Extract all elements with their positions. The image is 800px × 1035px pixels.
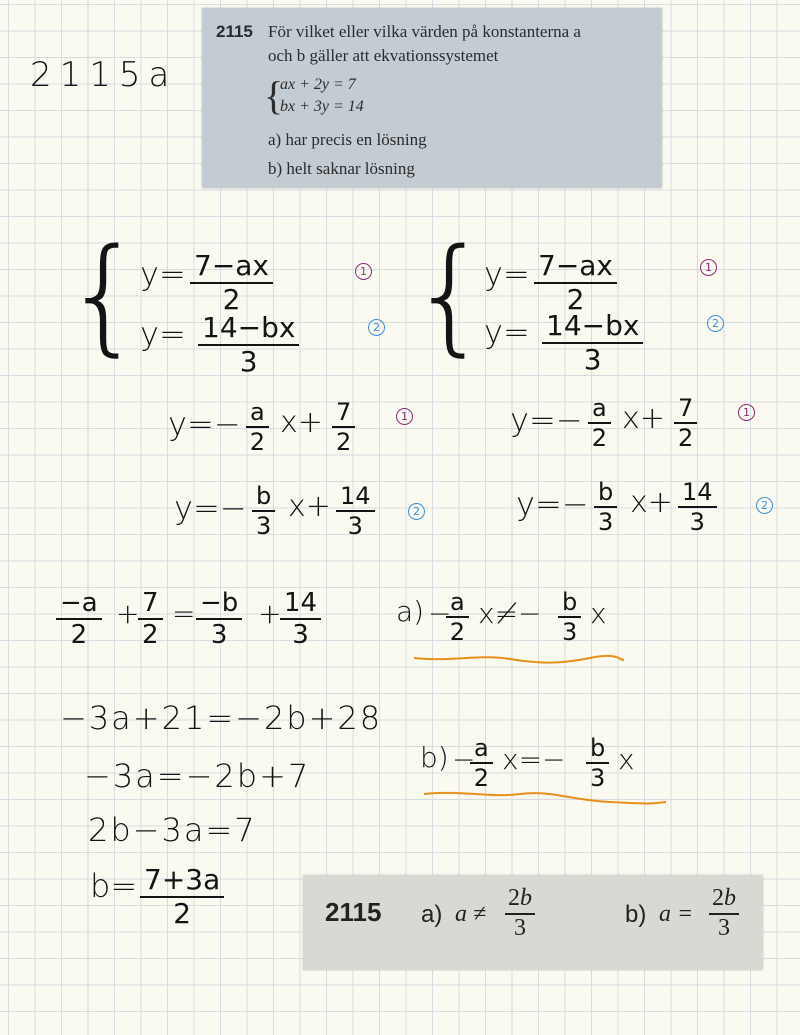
cond-b-frac-b bbox=[586, 736, 609, 790]
right-sys-eq2-lhs: y= bbox=[484, 313, 530, 351]
marker-two-icon: 2 bbox=[408, 503, 425, 520]
cond-a-end: x bbox=[590, 597, 607, 630]
right-slope1-frac-a-num: a bbox=[588, 396, 611, 424]
left-sys-eq2-denominator: 3 bbox=[239, 345, 258, 378]
answer-a-fraction bbox=[505, 885, 535, 942]
answer-a-label: a) bbox=[421, 901, 443, 928]
marker-one-icon: 1 bbox=[738, 404, 755, 421]
cond-b-mid: x=− bbox=[502, 743, 566, 776]
answer-b-numerator bbox=[709, 885, 739, 915]
cond-a-frac-b-num: b bbox=[558, 590, 581, 618]
equate-equals: = bbox=[172, 597, 196, 630]
problem-text-line1: För vilket eller vilka värden på konstanterna a bbox=[268, 22, 581, 41]
equation-system bbox=[268, 74, 364, 118]
answer-card bbox=[303, 875, 763, 970]
left-slope1-frac-a bbox=[246, 400, 269, 454]
step-4-denominator: 2 bbox=[173, 897, 192, 930]
cond-b-minus: − bbox=[452, 743, 476, 776]
cond-b-underline bbox=[420, 786, 670, 810]
problem-card bbox=[202, 8, 662, 188]
left-slope2-frac-b bbox=[252, 484, 275, 538]
cond-b-label: b) bbox=[420, 741, 449, 774]
right-sys-eq1-lhs: y= bbox=[484, 255, 530, 293]
problem-number: 2115 bbox=[216, 22, 253, 41]
left-slope2-mid: x+ bbox=[288, 489, 331, 524]
equate-frac-4-num: 14 bbox=[280, 590, 321, 620]
cond-a-frac-b bbox=[558, 590, 581, 644]
step-4-numerator: 7+3a bbox=[140, 866, 224, 898]
system-equation-1: ax + 2y = 7 bbox=[280, 76, 356, 93]
left-slope2-frac-b-den: 3 bbox=[255, 512, 272, 540]
exercise-label: 2115a bbox=[30, 55, 178, 95]
equate-frac-4 bbox=[280, 590, 321, 648]
right-slope2-frac-b-num: b bbox=[594, 480, 617, 508]
marker-two-icon: 2 bbox=[368, 319, 385, 336]
right-sys-eq1-denominator: 2 bbox=[566, 283, 585, 316]
right-slope1-frac-c-num: 7 bbox=[674, 396, 697, 424]
cond-a-frac-a-num: a bbox=[446, 590, 469, 618]
left-slope1-frac-c-den: 2 bbox=[336, 428, 352, 456]
cond-a-minus: − bbox=[428, 597, 452, 630]
system-brace: { bbox=[264, 73, 284, 118]
marker-one-icon: 1 bbox=[355, 263, 372, 280]
right-sys-eq2-numerator: 14−bx bbox=[542, 312, 643, 344]
answer-b-num-var: b bbox=[724, 885, 736, 911]
left-slope1-frac-a-num: a bbox=[246, 400, 269, 428]
right-sys-eq1-fraction bbox=[534, 249, 617, 316]
equate-frac-3-den: 3 bbox=[210, 620, 228, 650]
marker-two-icon: 2 bbox=[756, 497, 773, 514]
right-slope2-frac-c-den: 3 bbox=[689, 508, 705, 536]
right-slope1-prefix: y=− bbox=[510, 401, 583, 439]
equate-frac-2-den: 2 bbox=[142, 620, 159, 650]
cond-a-frac-a bbox=[446, 590, 469, 644]
cond-b-frac-a bbox=[470, 736, 493, 790]
left-sys-eq2-lhs: y= bbox=[140, 315, 186, 353]
cond-b-frac-a-num: a bbox=[470, 736, 493, 764]
left-slope1-frac-c bbox=[332, 400, 355, 454]
cond-a-label: a) bbox=[396, 595, 425, 628]
left-slope2-frac-c-num: 14 bbox=[336, 484, 375, 512]
right-slope2-mid: x+ bbox=[630, 485, 673, 520]
right-sys-eq1-numerator: 7−ax bbox=[534, 252, 617, 284]
right-slope2-frac-c bbox=[678, 480, 717, 534]
cond-b-frac-a-den: 2 bbox=[473, 764, 489, 792]
problem-part-a: a) har precis en lösning bbox=[268, 130, 427, 149]
left-sys-eq2-numerator: 14−bx bbox=[198, 314, 299, 346]
equate-frac-1 bbox=[56, 590, 102, 648]
answer-b-lhs: a = bbox=[659, 901, 694, 927]
marker-two-icon: 2 bbox=[707, 315, 724, 332]
system-equation-2: bx + 3y = 14 bbox=[280, 98, 364, 115]
answer-a-num-var: b bbox=[520, 885, 532, 911]
step-2: −3a=−2b+7 bbox=[84, 757, 311, 795]
right-slope1-frac-c-den: 2 bbox=[678, 424, 694, 452]
equate-plus-1: + bbox=[116, 597, 140, 630]
answer-number: 2115 bbox=[325, 897, 382, 927]
left-sys-eq1-numerator: 7−ax bbox=[190, 252, 273, 284]
equate-plus-2: + bbox=[258, 597, 282, 630]
step-4-fraction bbox=[140, 863, 224, 930]
equate-frac-2-num: 7 bbox=[138, 590, 163, 620]
cond-a-mid: x≠− bbox=[478, 597, 542, 630]
right-system-brace: { bbox=[410, 221, 491, 368]
problem-part-b: b) helt saknar lösning bbox=[268, 159, 415, 178]
answer-a-denominator: 3 bbox=[514, 915, 526, 941]
step-1: −3a+21=−2b+28 bbox=[60, 699, 383, 737]
right-slope1-mid: x+ bbox=[622, 401, 665, 436]
right-sys-eq2-denominator: 3 bbox=[583, 343, 602, 376]
equate-frac-4-den: 3 bbox=[292, 620, 309, 650]
left-slope2-frac-b-num: b bbox=[252, 484, 275, 512]
cond-a-frac-a-den: 2 bbox=[449, 618, 465, 646]
answer-a-num-coef: 2 bbox=[508, 885, 520, 911]
right-slope1-frac-a bbox=[588, 396, 611, 450]
right-slope1-frac-a-den: 2 bbox=[591, 424, 607, 452]
right-slope2-frac-c-num: 14 bbox=[678, 480, 717, 508]
right-slope2-frac-b bbox=[594, 480, 617, 534]
cond-a-frac-b-den: 3 bbox=[561, 618, 578, 646]
right-slope1-frac-c bbox=[674, 396, 697, 450]
left-slope2-frac-c bbox=[336, 484, 375, 538]
marker-one-icon: 1 bbox=[700, 259, 717, 276]
left-slope1-frac-a-den: 2 bbox=[249, 428, 265, 456]
equate-frac-1-den: 2 bbox=[70, 620, 88, 650]
left-slope2-prefix: y=− bbox=[174, 489, 247, 527]
cond-b-frac-b-num: b bbox=[586, 736, 609, 764]
left-slope1-prefix: y=− bbox=[168, 405, 241, 443]
right-sys-eq2-fraction bbox=[542, 309, 643, 376]
step-3: 2b−3a=7 bbox=[88, 811, 257, 849]
left-sys-eq2-fraction bbox=[198, 311, 299, 378]
left-sys-eq1-lhs: y= bbox=[140, 255, 186, 293]
left-slope2-frac-c-den: 3 bbox=[347, 512, 363, 540]
cond-b-end: x bbox=[618, 743, 635, 776]
cond-b-frac-b-den: 3 bbox=[589, 764, 606, 792]
left-slope1-frac-c-num: 7 bbox=[332, 400, 355, 428]
right-slope2-frac-b-den: 3 bbox=[597, 508, 614, 536]
problem-text-line2: och b gäller att ekvationssystemet bbox=[268, 46, 499, 65]
cond-a-underline bbox=[410, 648, 630, 670]
answer-b-fraction bbox=[709, 885, 739, 942]
left-slope1-mid: x+ bbox=[280, 405, 323, 440]
answer-b-num-coef: 2 bbox=[712, 885, 724, 911]
equate-frac-3 bbox=[196, 590, 242, 648]
left-sys-eq1-fraction bbox=[190, 249, 273, 316]
answer-b-denominator: 3 bbox=[718, 915, 730, 941]
step-4-lhs: b= bbox=[90, 867, 138, 905]
equate-frac-3-num: −b bbox=[196, 590, 242, 620]
answer-a-numerator bbox=[505, 885, 535, 915]
answer-a-lhs: a ≠ bbox=[455, 901, 487, 927]
left-sys-eq1-denominator: 2 bbox=[222, 283, 241, 316]
right-slope2-prefix: y=− bbox=[516, 485, 589, 523]
equate-frac-2 bbox=[138, 590, 163, 648]
equate-frac-1-num: −a bbox=[56, 590, 102, 620]
answer-b-label: b) bbox=[625, 901, 647, 928]
left-system-brace: { bbox=[64, 221, 145, 368]
marker-one-icon: 1 bbox=[396, 408, 413, 425]
